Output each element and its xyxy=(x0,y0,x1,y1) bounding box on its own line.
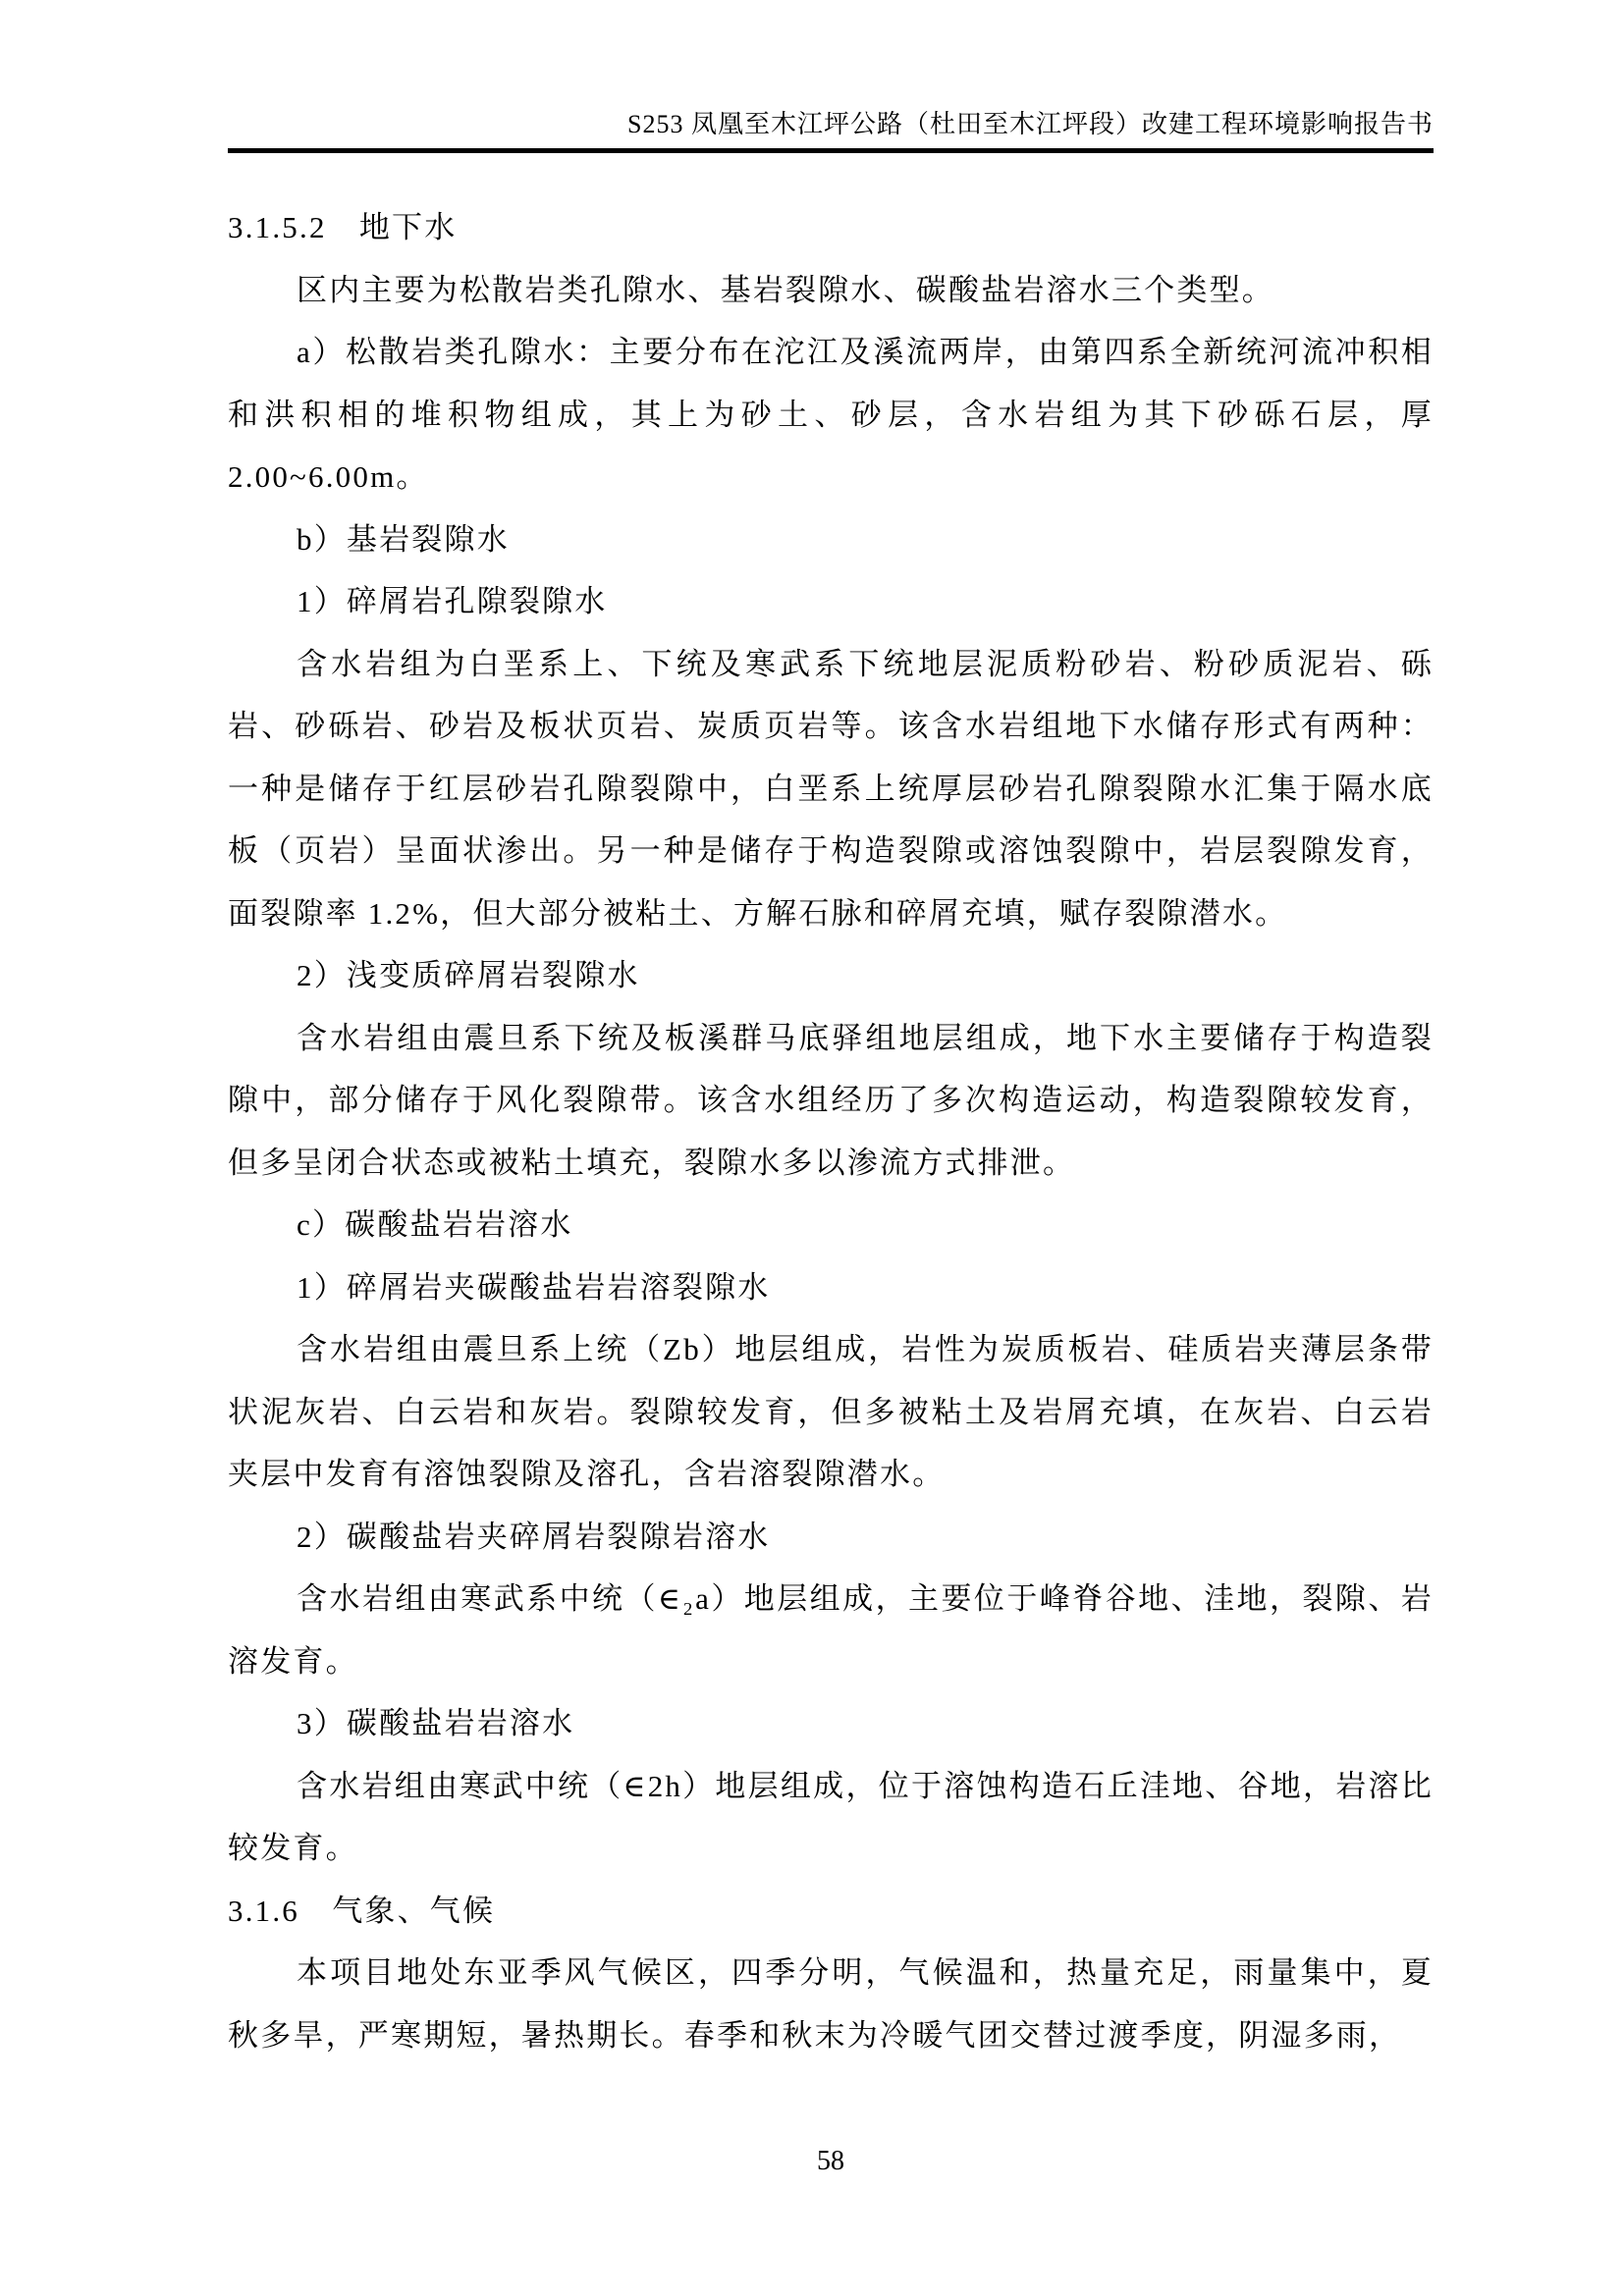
paragraph: c）碳酸盐岩岩溶水 xyxy=(297,1207,573,1242)
paragraph: 1）碎屑岩夹碳酸盐岩岩溶裂隙水 xyxy=(297,1269,771,1305)
paragraph: 含水岩组由震旦系上统（Zb）地层组成，岩性为炭质板岩、硅质岩夹薄层条带状泥灰岩、白云岩和灰岩。裂隙较发育，但多被粘土及岩屑充填，在灰岩、白云岩夹层中发育有溶蚀裂隙及溶孔，含岩溶裂隙潜水。 xyxy=(228,1332,1434,1491)
paragraph: 含水岩组为白垩系上、下统及寒武系下统地层泥质粉砂岩、粉砂质泥岩、砾岩、砂砾岩、砂岩及板状页岩、炭质页岩等。该含水岩组地下水储存形式有两种：一种是储存于红层砂岩孔隙裂隙中，白垩系上统厚层砂岩孔隙裂隙水汇集于隔水底板（页岩）呈面状渗出。另一种是储存于构造裂隙或溶蚀裂隙中，岩层裂隙发育，面裂隙率 1.2%，但大部分被粘土、方解石脉和碎屑充填，赋存裂隙潜水。 xyxy=(228,646,1434,931)
paragraph: 2）碳酸盐岩夹碎屑岩裂隙岩溶水 xyxy=(297,1519,771,1554)
paragraph: 含水岩组由寒武中统（∈2h）地层组成，位于溶蚀构造石丘洼地、谷地，岩溶比较发育。 xyxy=(228,1768,1434,1865)
running-header-title: S253 凤凰至木江坪公路（杜田至木江坪段）改建工程环境影响报告书 xyxy=(627,110,1434,138)
paragraph: 2）浅变质碎屑岩裂隙水 xyxy=(297,958,640,992)
paragraph: b）基岩裂隙水 xyxy=(297,521,510,557)
paragraph: 含水岩组由寒武系中统（∈₂a）地层组成，主要位于峰脊谷地、洼地，裂隙、岩溶发育。 xyxy=(228,1581,1434,1679)
page-number: 58 xyxy=(817,2146,844,2176)
header-rule xyxy=(228,148,1434,153)
section-heading: 3.1.6 气象、气候 xyxy=(228,1893,496,1928)
paragraph: 含水岩组由震旦系下统及板溪群马底驿组地层组成，地下水主要储存于构造裂隙中，部分储存于风化裂隙带。该含水组经历了多次构造运动，构造裂隙较发育，但多呈闭合状态或被粘土填充，裂隙水多以渗流方式排泄。 xyxy=(228,1020,1434,1180)
section-heading: 3.1.5.2 地下水 xyxy=(228,210,458,244)
paragraph: 1）碎屑岩孔隙裂隙水 xyxy=(297,584,608,618)
page-footer xyxy=(228,2146,1434,2177)
paragraph: 本项目地处东亚季风气候区，四季分明，气候温和，热量充足，雨量集中，夏秋多旱，严寒期短，暑热期长。春季和秋末为冷暖气团交替过渡季度，阴湿多雨， xyxy=(228,1955,1434,2053)
document-body xyxy=(228,196,1434,2066)
paragraph: 3）碳酸盐岩岩溶水 xyxy=(297,1706,575,1740)
page-header xyxy=(228,104,1434,140)
paragraph: a）松散岩类孔隙水：主要分布在沱江及溪流两岸，由第四系全新统河流冲积相和洪积相的堆积物组成，其上为砂土、砂层，含水岩组为其下砂砾石层，厚 2.00~6.00m。 xyxy=(228,335,1434,494)
paragraph: 区内主要为松散岩类孔隙水、基岩裂隙水、碳酸盐岩溶水三个类型。 xyxy=(297,272,1274,307)
